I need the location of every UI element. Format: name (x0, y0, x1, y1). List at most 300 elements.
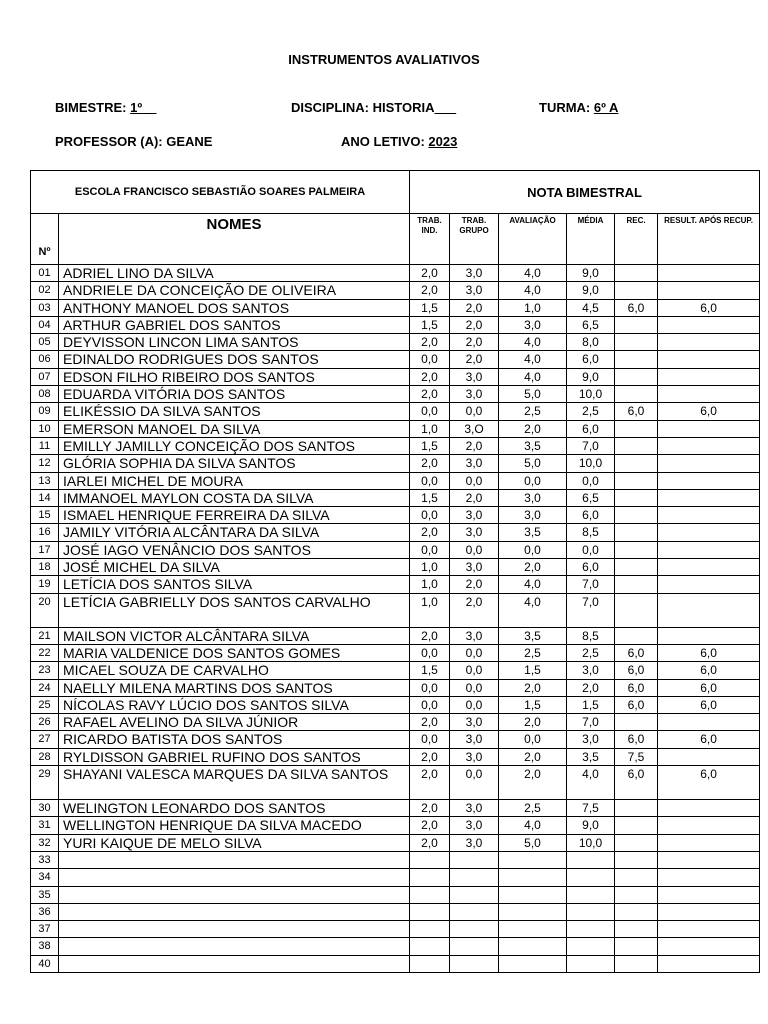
row-number: 17 (31, 541, 59, 558)
trab-grupo-cell: 3,0 (450, 559, 499, 576)
result-cell (658, 524, 760, 541)
media-cell: 4,5 (567, 299, 615, 316)
avaliacao-cell: 4,0 (499, 265, 567, 282)
media-cell: 7,0 (567, 714, 615, 731)
ano-letivo-value: 2023 (428, 134, 458, 149)
names-column-header: NOMES (59, 214, 410, 265)
trab-ind-cell: 0,0 (410, 403, 450, 420)
avaliacao-cell: 2,5 (499, 800, 567, 817)
student-name (59, 955, 410, 972)
trab-ind-cell: 2,0 (410, 386, 450, 403)
table-row (31, 817, 760, 834)
media-cell (567, 903, 615, 920)
student-name: JOSÉ MICHEL DA SILVA (59, 559, 410, 576)
result-cell (658, 938, 760, 955)
student-name: LETÍCIA GABRIELLY DOS SANTOS CARVALHO (59, 593, 410, 627)
media-cell: 6,5 (567, 489, 615, 506)
media-cell: 6,0 (567, 351, 615, 368)
student-name: WELINGTON LEONARDO DOS SANTOS (59, 800, 410, 817)
media-cell: 9,0 (567, 282, 615, 299)
rec-cell (615, 938, 658, 955)
row-number: 35 (31, 886, 59, 903)
bimestre-value: 1º (130, 100, 143, 115)
result-cell (658, 437, 760, 454)
trab-ind-cell: 2,0 (410, 334, 450, 351)
row-number: 19 (31, 576, 59, 593)
avaliacao-header: AVALIAÇÃO (499, 214, 567, 265)
row-number: 23 (31, 662, 59, 679)
school-header-row (31, 171, 760, 214)
media-cell (567, 851, 615, 868)
trab-ind-cell: 0,0 (410, 731, 450, 748)
student-name: ISMAEL HENRIQUE FERREIRA DA SILVA (59, 507, 410, 524)
media-cell: 0,0 (567, 541, 615, 558)
trab-ind-cell: 0,0 (410, 351, 450, 368)
media-cell: 9,0 (567, 265, 615, 282)
media-cell: 10,0 (567, 386, 615, 403)
row-number: 33 (31, 851, 59, 868)
student-name: MAILSON VICTOR ALCÂNTARA SILVA (59, 627, 410, 644)
trab-grupo-cell: 3,0 (450, 834, 499, 851)
row-number: 06 (31, 351, 59, 368)
avaliacao-cell: 0,0 (499, 731, 567, 748)
row-number: 38 (31, 938, 59, 955)
table-row (31, 576, 760, 593)
rec-cell: 6,0 (615, 299, 658, 316)
avaliacao-cell: 2,5 (499, 644, 567, 661)
result-cell (658, 420, 760, 437)
trab-grupo-cell: 3,0 (450, 800, 499, 817)
trab-grupo-cell (450, 903, 499, 920)
rec-cell (615, 524, 658, 541)
table-row (31, 851, 760, 868)
table-row (31, 351, 760, 368)
table-row (31, 766, 760, 800)
row-number: 09 (31, 403, 59, 420)
avaliacao-cell: 3,0 (499, 507, 567, 524)
table-row (31, 489, 760, 506)
avaliacao-cell: 2,0 (499, 559, 567, 576)
result-cell: 6,0 (658, 403, 760, 420)
row-number: 07 (31, 368, 59, 385)
trab-ind-cell: 2,0 (410, 766, 450, 800)
professor-field (55, 134, 212, 149)
trab-grupo-cell: 0,0 (450, 403, 499, 420)
rec-cell (615, 627, 658, 644)
media-cell (567, 886, 615, 903)
trab-ind-cell: 0,0 (410, 679, 450, 696)
avaliacao-cell (499, 938, 567, 955)
rec-cell: 6,0 (615, 662, 658, 679)
table-row (31, 455, 760, 472)
bimestre-field (55, 100, 157, 115)
table-row (31, 834, 760, 851)
avaliacao-cell: 4,0 (499, 282, 567, 299)
result-cell (658, 386, 760, 403)
row-number: 14 (31, 489, 59, 506)
table-row (31, 265, 760, 282)
rec-cell (615, 455, 658, 472)
trab-grupo-cell (450, 921, 499, 938)
trab-ind-cell: 2,0 (410, 282, 450, 299)
student-name: EDSON FILHO RIBEIRO DOS SANTOS (59, 368, 410, 385)
trab-grupo-cell: 2,0 (450, 316, 499, 333)
trab-ind-cell: 2,0 (410, 800, 450, 817)
row-number: 01 (31, 265, 59, 282)
rec-cell: 6,0 (615, 696, 658, 713)
table-row (31, 903, 760, 920)
rec-cell: 6,0 (615, 731, 658, 748)
trab-grupo-cell (450, 938, 499, 955)
row-number: 27 (31, 731, 59, 748)
rec-cell (615, 834, 658, 851)
avaliacao-cell: 4,0 (499, 334, 567, 351)
result-cell: 6,0 (658, 662, 760, 679)
avaliacao-cell: 3,0 (499, 489, 567, 506)
trab-grupo-cell: 3,0 (450, 748, 499, 765)
result-cell (658, 714, 760, 731)
rec-cell (615, 559, 658, 576)
avaliacao-cell: 2,0 (499, 714, 567, 731)
trab-ind-cell: 0,0 (410, 507, 450, 524)
ano-letivo-label: ANO LETIVO: (341, 134, 425, 149)
trab-ind-cell: 1,5 (410, 662, 450, 679)
turma-value: 6º A (593, 100, 619, 115)
row-number: 22 (31, 644, 59, 661)
student-name: SHAYANI VALESCA MARQUES DA SILVA SANTOS (59, 766, 410, 800)
result-cell: 6,0 (658, 731, 760, 748)
media-cell: 7,0 (567, 593, 615, 627)
trab-ind-cell (410, 886, 450, 903)
student-name: ANTHONY MANOEL DOS SANTOS (59, 299, 410, 316)
trab-ind-cell: 1,0 (410, 576, 450, 593)
student-name: RYLDISSON GABRIEL RUFINO DOS SANTOS (59, 748, 410, 765)
ano-letivo-field (341, 134, 457, 149)
media-header: MÉDIA (567, 214, 615, 265)
result-cell (658, 886, 760, 903)
row-number: 31 (31, 817, 59, 834)
trab-ind-cell: 1,5 (410, 437, 450, 454)
media-cell: 4,0 (567, 766, 615, 800)
student-name (59, 869, 410, 886)
trab-ind-cell: 1,0 (410, 420, 450, 437)
row-number: 05 (31, 334, 59, 351)
result-cell (658, 541, 760, 558)
result-cell (658, 834, 760, 851)
media-cell: 0,0 (567, 472, 615, 489)
avaliacao-cell: 5,0 (499, 834, 567, 851)
avaliacao-cell: 2,5 (499, 403, 567, 420)
row-number: 30 (31, 800, 59, 817)
avaliacao-cell: 4,0 (499, 576, 567, 593)
row-number: 26 (31, 714, 59, 731)
student-name: MICAEL SOUZA DE CARVALHO (59, 662, 410, 679)
table-row (31, 679, 760, 696)
table-row (31, 921, 760, 938)
row-number: 29 (31, 766, 59, 800)
avaliacao-cell: 3,5 (499, 437, 567, 454)
media-cell: 2,5 (567, 644, 615, 661)
table-row (31, 662, 760, 679)
row-number: 20 (31, 593, 59, 627)
table-row (31, 299, 760, 316)
student-name: WELLINGTON HENRIQUE DA SILVA MACEDO (59, 817, 410, 834)
rec-cell (615, 386, 658, 403)
student-name: IMMANOEL MAYLON COSTA DA SILVA (59, 489, 410, 506)
rec-header: REC. (615, 214, 658, 265)
media-cell: 6,5 (567, 316, 615, 333)
avaliacao-cell: 4,0 (499, 817, 567, 834)
result-cell: 6,0 (658, 644, 760, 661)
trab-ind-cell: 2,0 (410, 368, 450, 385)
rec-cell (615, 886, 658, 903)
trab-ind-cell: 0,0 (410, 541, 450, 558)
rec-cell (615, 437, 658, 454)
turma-label: TURMA: (539, 100, 591, 115)
document-title: INSTRUMENTOS AVALIATIVOS (288, 52, 480, 67)
table-row (31, 559, 760, 576)
professor-value: GEANE (166, 134, 213, 149)
result-cell (658, 627, 760, 644)
table-row (31, 334, 760, 351)
bimestre-label: BIMESTRE: (55, 100, 127, 115)
avaliacao-cell: 2,0 (499, 420, 567, 437)
row-number: 11 (31, 437, 59, 454)
table-row (31, 524, 760, 541)
avaliacao-cell: 3,0 (499, 316, 567, 333)
table-row (31, 386, 760, 403)
table-row (31, 955, 760, 972)
avaliacao-cell: 4,0 (499, 593, 567, 627)
trab-grupo-cell: 0,0 (450, 472, 499, 489)
media-cell: 7,5 (567, 800, 615, 817)
result-cell (658, 921, 760, 938)
disciplina-label: DISCIPLINA: (291, 100, 369, 115)
table-row (31, 507, 760, 524)
row-number: 16 (31, 524, 59, 541)
result-cell (658, 903, 760, 920)
trab-grupo-cell: 2,0 (450, 576, 499, 593)
trab-ind-cell: 1,5 (410, 489, 450, 506)
student-name: EDINALDO RODRIGUES DOS SANTOS (59, 351, 410, 368)
media-cell: 9,0 (567, 368, 615, 385)
rec-cell (615, 593, 658, 627)
trab-ind-cell: 0,0 (410, 696, 450, 713)
trab-grupo-cell: 3,0 (450, 524, 499, 541)
student-name: JOSÉ IAGO VENÂNCIO DOS SANTOS (59, 541, 410, 558)
trab-grupo-cell: 2,0 (450, 334, 499, 351)
number-column-header: Nº (31, 214, 59, 265)
result-cell (658, 351, 760, 368)
trab-grupo-cell (450, 955, 499, 972)
result-cell (658, 869, 760, 886)
result-cell (658, 851, 760, 868)
result-cell (658, 748, 760, 765)
row-number: 18 (31, 559, 59, 576)
table-row (31, 731, 760, 748)
rec-cell (615, 420, 658, 437)
result-cell: 6,0 (658, 679, 760, 696)
trab-ind-cell: 1,0 (410, 593, 450, 627)
trab-ind-cell: 1,0 (410, 559, 450, 576)
result-cell (658, 817, 760, 834)
result-cell (658, 559, 760, 576)
trab-grupo-cell: 3,0 (450, 386, 499, 403)
rec-cell (615, 351, 658, 368)
trab-grupo-cell: 3,0 (450, 368, 499, 385)
result-cell (658, 334, 760, 351)
trab-ind-cell (410, 851, 450, 868)
table-row (31, 938, 760, 955)
table-row (31, 748, 760, 765)
result-cell: 6,0 (658, 299, 760, 316)
trab-ind-cell: 2,0 (410, 714, 450, 731)
rec-cell: 6,0 (615, 644, 658, 661)
rec-cell (615, 472, 658, 489)
turma-field (539, 100, 618, 115)
trab-grupo-cell (450, 851, 499, 868)
table-row (31, 368, 760, 385)
trab-ind-cell: 0,0 (410, 472, 450, 489)
row-number: 36 (31, 903, 59, 920)
row-number: 10 (31, 420, 59, 437)
trab-grupo-cell (450, 886, 499, 903)
row-number: 08 (31, 386, 59, 403)
rec-cell (615, 265, 658, 282)
media-cell: 7,0 (567, 437, 615, 454)
trab-ind-cell: 2,0 (410, 265, 450, 282)
row-number: 34 (31, 869, 59, 886)
result-cell: 6,0 (658, 696, 760, 713)
avaliacao-cell: 4,0 (499, 351, 567, 368)
rec-cell: 6,0 (615, 679, 658, 696)
avaliacao-cell: 3,5 (499, 524, 567, 541)
media-cell: 7,0 (567, 576, 615, 593)
result-cell (658, 455, 760, 472)
trab-grupo-cell: 3,0 (450, 714, 499, 731)
avaliacao-cell: 3,5 (499, 627, 567, 644)
rec-cell (615, 334, 658, 351)
trab-grupo-cell: 3,0 (450, 817, 499, 834)
student-name: GLÓRIA SOPHIA DA SILVA SANTOS (59, 455, 410, 472)
media-cell (567, 869, 615, 886)
avaliacao-cell: 5,0 (499, 386, 567, 403)
student-name: LETÍCIA DOS SANTOS SILVA (59, 576, 410, 593)
student-name: DEYVISSON LINCON LIMA SANTOS (59, 334, 410, 351)
media-cell: 6,0 (567, 507, 615, 524)
table-row (31, 627, 760, 644)
trab-grupo-cell: 3,0 (450, 731, 499, 748)
trab-ind-cell: 2,0 (410, 817, 450, 834)
trab-ind-cell (410, 921, 450, 938)
result-cell: 6,0 (658, 766, 760, 800)
avaliacao-cell: 2,0 (499, 748, 567, 765)
rec-cell (615, 316, 658, 333)
rec-cell (615, 817, 658, 834)
media-cell: 3,5 (567, 748, 615, 765)
trab-grupo-cell: 2,0 (450, 351, 499, 368)
student-name (59, 886, 410, 903)
trab-ind-cell (410, 869, 450, 886)
media-cell: 3,0 (567, 662, 615, 679)
result-cell (658, 507, 760, 524)
trab-ind-cell: 1,5 (410, 299, 450, 316)
avaliacao-cell: 2,0 (499, 679, 567, 696)
media-cell: 8,5 (567, 627, 615, 644)
table-row (31, 282, 760, 299)
table-row (31, 472, 760, 489)
result-cell (658, 955, 760, 972)
row-number: 37 (31, 921, 59, 938)
school-name: ESCOLA FRANCISCO SEBASTIÃO SOARES PALMEIRA (31, 171, 410, 214)
row-number: 02 (31, 282, 59, 299)
trab-grupo-cell: 0,0 (450, 679, 499, 696)
trab-grupo-cell: 3,0 (450, 627, 499, 644)
media-cell: 6,0 (567, 420, 615, 437)
media-cell: 10,0 (567, 834, 615, 851)
rec-cell (615, 800, 658, 817)
row-number: 21 (31, 627, 59, 644)
avaliacao-cell (499, 851, 567, 868)
media-cell (567, 938, 615, 955)
result-apos-recup-header: RESULT. APÓS RECUP. (658, 214, 760, 265)
media-cell: 1,5 (567, 696, 615, 713)
row-number: 04 (31, 316, 59, 333)
trab-grupo-cell (450, 869, 499, 886)
table-row (31, 644, 760, 661)
table-row (31, 869, 760, 886)
trab-grupo-cell: 0,0 (450, 766, 499, 800)
avaliacao-cell: 0,0 (499, 472, 567, 489)
student-name (59, 938, 410, 955)
trab-ind-header: TRAB. IND. (410, 214, 450, 265)
table-row (31, 800, 760, 817)
student-name: ARTHUR GABRIEL DOS SANTOS (59, 316, 410, 333)
trab-grupo-cell: 2,0 (450, 489, 499, 506)
avaliacao-cell: 1,5 (499, 696, 567, 713)
table-row (31, 437, 760, 454)
trab-grupo-header: TRAB. GRUPO (450, 214, 499, 265)
rec-cell (615, 921, 658, 938)
avaliacao-cell: 1,5 (499, 662, 567, 679)
student-name: ADRIEL LINO DA SILVA (59, 265, 410, 282)
student-name: ELIKÉSSIO DA SILVA SANTOS (59, 403, 410, 420)
trab-grupo-cell: 2,0 (450, 593, 499, 627)
result-cell (658, 472, 760, 489)
trab-ind-cell: 2,0 (410, 524, 450, 541)
rec-cell (615, 851, 658, 868)
rec-cell (615, 576, 658, 593)
media-cell (567, 955, 615, 972)
table-row (31, 316, 760, 333)
student-name: EDUARDA VITÓRIA DOS SANTOS (59, 386, 410, 403)
table-row (31, 420, 760, 437)
rec-cell (615, 368, 658, 385)
result-cell (658, 489, 760, 506)
trab-ind-cell (410, 955, 450, 972)
avaliacao-cell (499, 869, 567, 886)
result-cell (658, 265, 760, 282)
rec-cell (615, 489, 658, 506)
row-number: 40 (31, 955, 59, 972)
table-row (31, 593, 760, 627)
disciplina-field (291, 100, 456, 115)
avaliacao-cell: 2,0 (499, 766, 567, 800)
student-name (59, 903, 410, 920)
grades-table (30, 170, 760, 973)
student-name: MARIA VALDENICE DOS SANTOS GOMES (59, 644, 410, 661)
media-cell: 2,5 (567, 403, 615, 420)
